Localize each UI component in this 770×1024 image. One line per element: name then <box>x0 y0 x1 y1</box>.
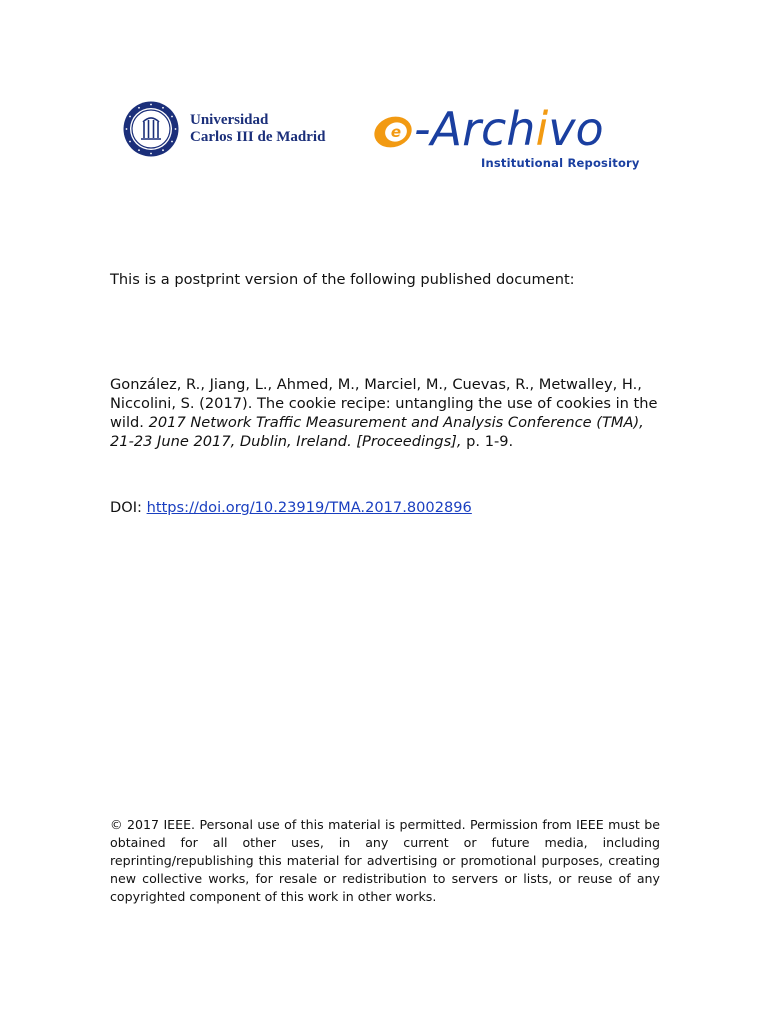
doi-line <box>110 498 660 517</box>
uc3m-seal-icon <box>122 100 180 158</box>
citation-authors-title: González, R., Jiang, L., Ahmed, M., Marciel, M., Cuevas, R., Metwalley, H., Niccolini, S. (2017). The cookie recipe: untangling the use of cookies in the wild. <box>110 376 658 431</box>
citation <box>110 375 670 451</box>
doi-label: DOI: <box>110 499 142 516</box>
e-badge-letter: e <box>390 123 402 141</box>
earchivo-logo <box>370 100 650 180</box>
repository-name-suffix: vo <box>548 102 604 156</box>
repository-name-highlight: i <box>535 102 549 156</box>
copyright-notice: © 2017 IEEE. Personal use of this material is permitted. Permission from IEEE must be obtained for all other uses, in any current or future media, including reprinting/republishing this material for advertising or promotional purposes, creating new collective works, for resale or redistribution to servers or lists, or reuse of any copyrighted component of this work in other works. <box>110 817 660 904</box>
repository-subtitle: Institutional Repository <box>481 156 640 170</box>
uc3m-logo <box>122 100 326 158</box>
postprint-notice: This is a postprint version of the following published document: <box>110 271 575 288</box>
university-name <box>190 112 325 146</box>
university-name-line1: Universidad <box>190 112 269 128</box>
repository-name-prefix: -Arch <box>414 102 536 156</box>
e-archivo-badge-icon <box>372 113 416 151</box>
repository-name <box>414 100 604 158</box>
citation-venue: 2017 Network Traffic Measurement and Analysis Conference (TMA), 21-23 June 2017, Dublin, Ireland. [Proceedings], <box>110 414 644 450</box>
citation-pages: p. 1-9. <box>466 433 514 450</box>
doi-link[interactable]: https://doi.org/10.23919/TMA.2017.8002896 <box>146 499 472 516</box>
university-name-line2: Carlos III de Madrid <box>190 129 326 145</box>
